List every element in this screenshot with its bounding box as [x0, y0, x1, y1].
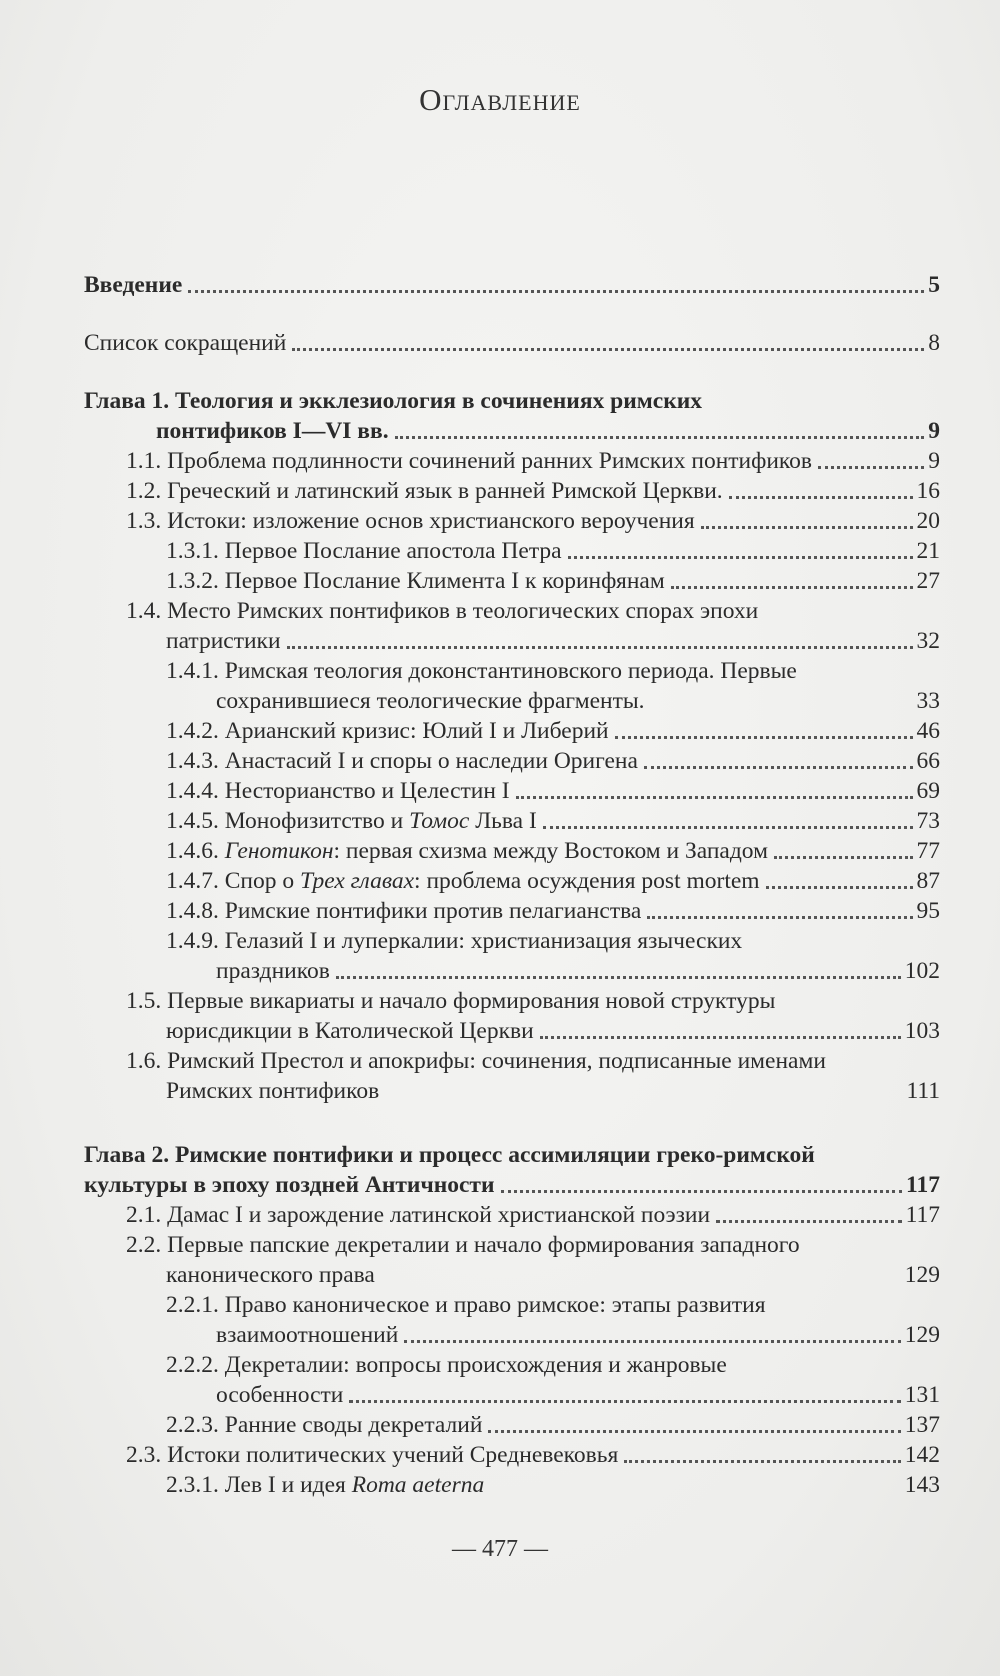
leader-dots — [543, 826, 913, 829]
toc-page-number: 129 — [904, 1262, 940, 1288]
toc-entry-1-3-2[interactable] — [84, 566, 940, 596]
toc-entry-2-2-cont[interactable] — [84, 1260, 940, 1290]
toc-entry-label: культуры в эпоху поздней Античности — [84, 1172, 495, 1198]
toc-entry-1-5[interactable]: 1.5. Первые викариаты и начало формирования новой структуры — [126, 988, 776, 1014]
toc-page-number: 9 — [928, 418, 940, 444]
leader-dots — [644, 766, 913, 769]
toc-entry-label: 1.4.2. Арианский кризис: Юлий I и Либерий — [166, 718, 609, 744]
leader-dots — [488, 1430, 900, 1433]
leader-dots — [818, 466, 924, 469]
toc-entry-label: сохранившиеся теологические фрагменты. — [216, 688, 645, 714]
leader-dots — [490, 1490, 901, 1493]
toc-entry-1-4-5[interactable] — [84, 806, 940, 836]
leader-dots — [395, 436, 925, 439]
toc-entry-intro[interactable] — [84, 270, 940, 300]
leader-dots — [671, 586, 913, 589]
toc-page-number: 46 — [916, 718, 940, 744]
toc-page-number: 131 — [904, 1382, 940, 1408]
toc-entry-1-4-4[interactable] — [84, 776, 940, 806]
toc-entry-1-4-8[interactable] — [84, 896, 940, 926]
toc-entry-2-2[interactable]: 2.2. Первые папские декреталии и начало формирования западного — [126, 1232, 800, 1258]
label-part: 1.4.6. — [166, 838, 225, 864]
label-italic: Трех главах — [300, 868, 415, 894]
toc-entry-label — [166, 806, 537, 836]
leader-dots — [385, 1096, 902, 1099]
table-of-contents — [84, 270, 940, 1500]
toc-entry-label: Римских понтификов — [166, 1078, 380, 1104]
label-part: 1.4.7. Спор о — [166, 868, 301, 894]
toc-entry-1-4-7[interactable] — [84, 866, 940, 896]
leader-dots — [501, 1190, 903, 1193]
leader-dots — [624, 1460, 901, 1463]
leader-dots — [729, 496, 913, 499]
toc-entry-label: 2.2.3. Ранние своды декреталий — [166, 1412, 483, 1438]
toc-page-number: 21 — [916, 538, 940, 564]
page-title: Оглавление — [419, 82, 581, 117]
leader-dots — [188, 290, 924, 293]
toc-page-number: 117 — [905, 1202, 940, 1228]
toc-entry-label: 1.3. Истоки: изложение основ христианского вероучения — [126, 508, 695, 534]
leader-dots — [336, 976, 901, 979]
toc-page-number: 20 — [916, 508, 940, 534]
leader-dots — [292, 348, 924, 351]
toc-page-number: 8 — [928, 330, 940, 356]
toc-entry-label: 1.2. Греческий и латинский язык в ранней Римской Церкви. — [126, 478, 723, 504]
toc-entry-label — [166, 1470, 484, 1500]
toc-entry-abbreviations[interactable] — [84, 328, 940, 358]
toc-page-number: 73 — [916, 808, 940, 834]
toc-entry-2-3-1[interactable] — [84, 1470, 940, 1500]
leader-dots — [647, 916, 912, 919]
toc-entry-label: 2.1. Дамас I и зарождение латинской христианской поэзии — [126, 1202, 711, 1228]
toc-entry-1-1[interactable] — [84, 446, 940, 476]
toc-entry-2-2-2[interactable]: 2.2.2. Декреталии: вопросы происхождения и жанровые — [166, 1352, 727, 1378]
toc-entry-2-1[interactable] — [84, 1200, 940, 1230]
label-part: Льва I — [469, 808, 537, 834]
toc-entry-label: особенности — [216, 1382, 344, 1408]
label-part: 2.3.1. Лев I и идея — [166, 1472, 352, 1498]
toc-page-number: 33 — [916, 688, 940, 714]
leader-dots — [404, 1340, 900, 1343]
label-part: : проблема осуждения post mortem — [414, 868, 760, 894]
chapter-2-heading-cont[interactable] — [84, 1170, 940, 1200]
toc-entry-1-4-9-cont[interactable] — [84, 956, 940, 986]
toc-entry-1-4-1-cont[interactable] — [84, 686, 940, 716]
label-part: 1.4.5. Монофизитство и — [166, 808, 410, 834]
toc-entry-label: 1.4.3. Анастасий I и споры о наследии Оригена — [166, 748, 638, 774]
toc-page-number: 9 — [928, 448, 940, 474]
toc-page-number: 129 — [904, 1322, 940, 1348]
toc-page-number: 95 — [916, 898, 940, 924]
toc-entry-2-2-1[interactable]: 2.2.1. Право каноническое и право римское: этапы развития — [166, 1292, 766, 1318]
toc-entry-label: 2.3. Истоки политических учений Средневековья — [126, 1442, 619, 1468]
toc-entry-label: 1.1. Проблема подлинности сочинений ранних Римских понтификов — [126, 448, 812, 474]
label-part: : первая схизма между Востоком и Западом — [333, 838, 768, 864]
leader-dots — [615, 736, 913, 739]
toc-entry-1-4-3[interactable] — [84, 746, 940, 776]
toc-entry-label: канонического права — [166, 1262, 375, 1288]
toc-entry-label: 1.4.8. Римские понтифики против пелагианства — [166, 898, 642, 924]
page-number-footer: — 477 — — [452, 1536, 548, 1562]
toc-entry-2-2-2-cont[interactable] — [84, 1380, 940, 1410]
leader-dots — [774, 856, 913, 859]
leader-dots — [349, 1400, 900, 1403]
toc-page-number: 27 — [916, 568, 940, 594]
toc-entry-label: взаимоотношений — [216, 1322, 399, 1348]
toc-entry-1-4-cont[interactable] — [84, 626, 940, 656]
toc-page-number: 103 — [904, 1018, 940, 1044]
toc-page-number: 32 — [916, 628, 940, 654]
toc-entry-label: патристики — [166, 628, 281, 654]
leader-dots — [568, 556, 913, 559]
toc-page-number: 137 — [904, 1412, 940, 1438]
toc-entry-1-4-2[interactable] — [84, 716, 940, 746]
toc-entry-label: понтификов I—VI вв. — [156, 418, 389, 444]
toc-entry-label: 1.3.2. Первое Послание Климента I к коринфянам — [166, 568, 665, 594]
label-italic: Томос — [409, 808, 470, 834]
toc-page-number: 5 — [928, 272, 940, 298]
toc-page-number: 111 — [906, 1078, 940, 1104]
toc-entry-1-4[interactable]: 1.4. Место Римских понтификов в теологических спорах эпохи — [126, 598, 759, 624]
toc-entry-1-2[interactable] — [84, 476, 940, 506]
toc-page-number: 143 — [904, 1472, 940, 1498]
toc-entry-label: Список сокращений — [84, 330, 287, 356]
toc-entry-label: 1.4.4. Несторианство и Целестин I — [166, 778, 510, 804]
toc-entry-1-6-cont[interactable] — [84, 1076, 940, 1106]
label-italic: Roma aeterna — [351, 1472, 485, 1498]
toc-page-number: 142 — [904, 1442, 940, 1468]
toc-entry-label — [166, 836, 768, 866]
toc-entry-2-3[interactable] — [84, 1440, 940, 1470]
toc-entry-1-4-9[interactable]: 1.4.9. Гелазий I и луперкалии: христианизация языческих — [166, 928, 743, 954]
leader-dots — [540, 1036, 901, 1039]
toc-entry-1-4-1[interactable]: 1.4.1. Римская теология доконстантиновского периода. Первые — [166, 658, 797, 684]
toc-page-number: 87 — [916, 868, 940, 894]
chapter-1-heading-cont[interactable] — [84, 416, 940, 446]
toc-page-number: 117 — [906, 1172, 940, 1198]
toc-entry-1-4-6[interactable] — [84, 836, 940, 866]
toc-entry-label: юрисдикции в Католической Церкви — [166, 1018, 534, 1044]
leader-dots — [516, 796, 913, 799]
toc-page-number: 69 — [916, 778, 940, 804]
toc-entry-1-5-cont[interactable] — [84, 1016, 940, 1046]
leader-dots — [287, 646, 913, 649]
toc-entry-1-3-1[interactable] — [84, 536, 940, 566]
toc-entry-label — [166, 866, 760, 896]
toc-page-number: 77 — [916, 838, 940, 864]
toc-page-number: 66 — [916, 748, 940, 774]
toc-entry-2-2-3[interactable] — [84, 1410, 940, 1440]
chapter-2-heading[interactable]: Глава 2. Римские понтифики и процесс ассимиляции греко-римской — [84, 1142, 815, 1168]
toc-entry-2-2-1-cont[interactable] — [84, 1320, 940, 1350]
toc-entry-label: Введение — [84, 272, 183, 298]
toc-entry-label: 1.3.1. Первое Послание апостола Петра — [166, 538, 562, 564]
label-italic: Генотикон — [224, 838, 334, 864]
toc-entry-1-3[interactable] — [84, 506, 940, 536]
toc-entry-1-6[interactable]: 1.6. Римский Престол и апокрифы: сочинения, подписанные именами — [126, 1048, 826, 1074]
chapter-1-heading[interactable]: Глава 1. Теология и экклезиология в сочинениях римских — [84, 388, 703, 414]
toc-page-number: 102 — [904, 958, 940, 984]
leader-dots — [701, 526, 913, 529]
leader-dots — [766, 886, 913, 889]
leader-dots — [381, 1280, 901, 1283]
toc-page-number: 16 — [916, 478, 940, 504]
leader-dots — [716, 1220, 902, 1223]
leader-dots — [651, 706, 913, 709]
toc-entry-label: праздников — [216, 958, 330, 984]
